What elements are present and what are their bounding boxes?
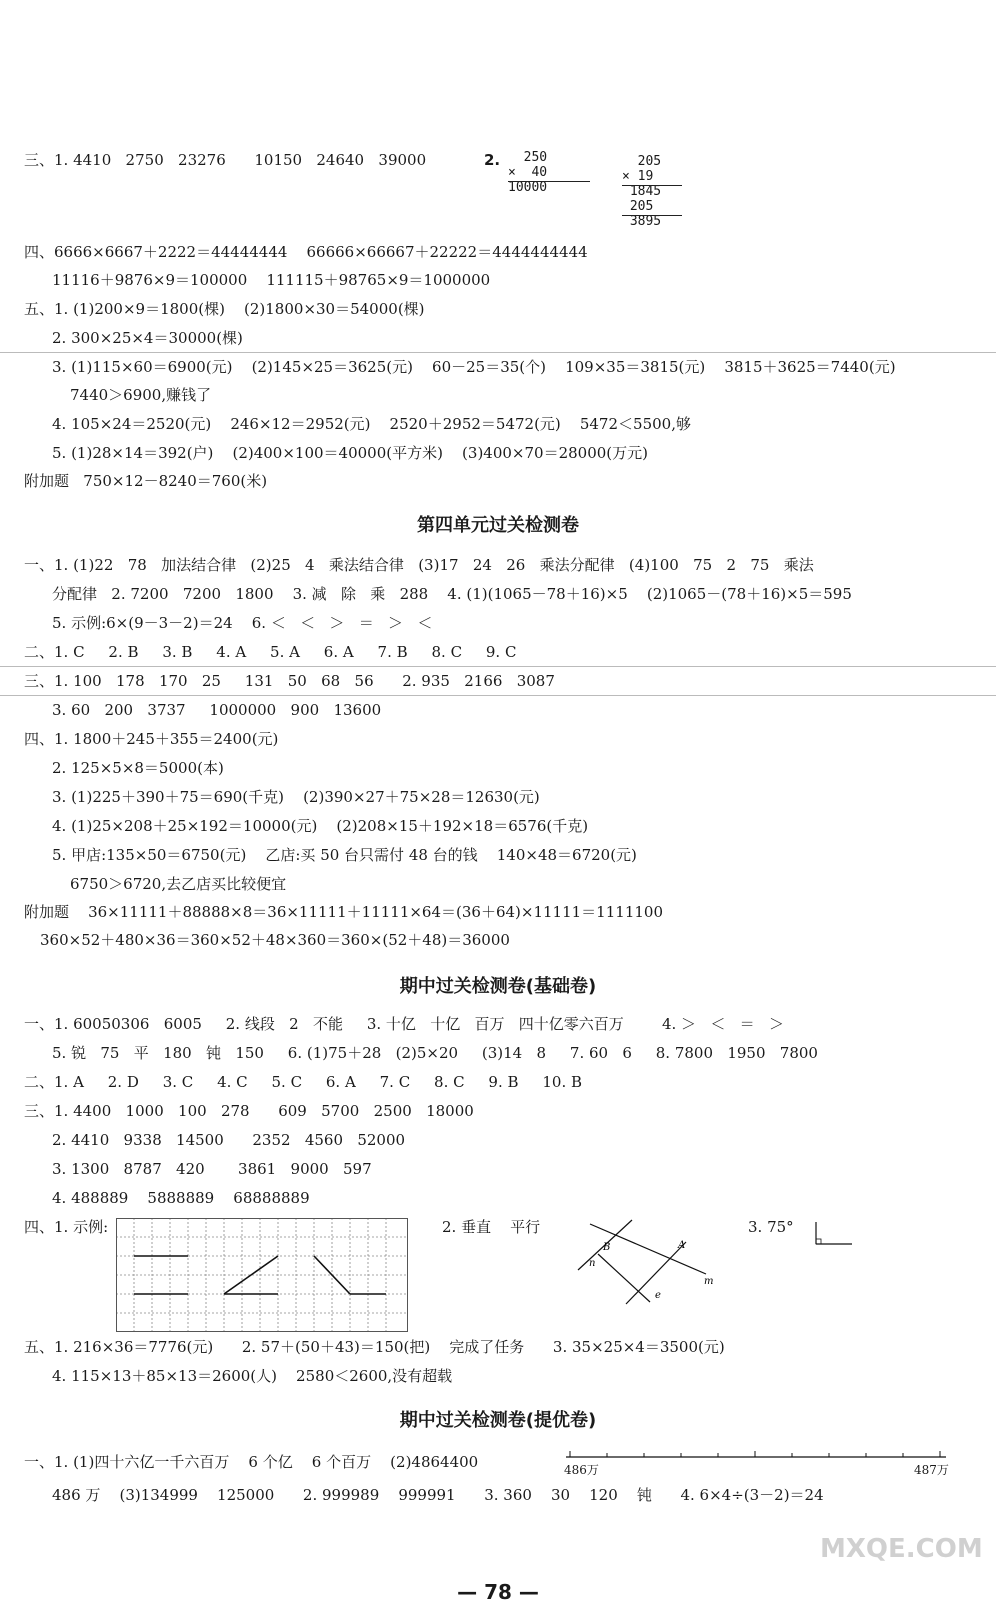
answer-line: 二、1. C 2. B 3. B 4. A 5. A 6. A 7. B 8. C 9. C (24, 643, 517, 661)
answer-line: 4. 488889 5888889 68888889 (52, 1189, 310, 1207)
label-m: m (704, 1276, 714, 1287)
answer-line: 2. 4410 9338 14500 2352 4560 52000 (52, 1131, 406, 1149)
scan-line (0, 352, 996, 353)
label-e: e (655, 1290, 661, 1301)
answer-line: 四、1. 1800＋245＋355＝2400(元) (24, 730, 279, 748)
answer-line: 五、1. (1)200×9＝1800(棵) (2)1800×30＝54000(棵) (24, 300, 425, 318)
answer-line: 三、1. 100 178 170 25 131 50 68 56 2. 935 2166 3087 (24, 672, 555, 690)
answer-line: 一、1. (1)四十六亿一千六百万 6 个亿 6 个百万 (2)4864400 (24, 1453, 479, 1471)
answer-line: 3. 75° (748, 1218, 794, 1236)
angle-figure (812, 1220, 854, 1248)
answer-line: 一、1. (1)22 78 加法结合律 (2)25 4 乘法结合律 (3)17 24 26 乘法分配律 (4)100 75 2 75 乘法 (24, 556, 814, 574)
watermark: MXQE.COM (820, 1534, 983, 1564)
answer-line: 4. 105×24＝2520(元) 246×12＝2952(元) 2520＋2952＝5472(元) 5472＜5500,够 (52, 415, 691, 433)
answer-line: 11116＋9876×9＝100000 111115＋98765×9＝1000000 (52, 271, 491, 289)
answer-line: 三、1. 4400 1000 100 278 609 5700 2500 18000 (24, 1102, 474, 1120)
label-a: A (678, 1240, 686, 1251)
section-title: 期中过关检测卷(提优卷) (399, 1410, 597, 1431)
answer-line: 五、1. 216×36＝7776(元) 2. 57＋(50＋43)＝150(把) 完成了任务 3. 35×25×4＝3500(元) (24, 1338, 725, 1356)
answer-line: 4. (1)25×208＋25×192＝10000(元) (2)208×15＋192×18＝6576(千克) (52, 817, 589, 835)
answer-line: 分配律 2. 7200 7200 1800 3. 减 除 乘 288 4. (1)(1065－78＋16)×5 (2)1065－(78＋16)×5＝595 (52, 585, 852, 603)
vertical-multiplication-1: 250 × 40 10000 (508, 150, 548, 195)
answer-line: 四、1. 示例: (24, 1218, 109, 1236)
grid-figure (116, 1218, 408, 1332)
answer-line: 3. 1300 8787 420 3861 9000 597 (52, 1160, 372, 1178)
number-line (560, 1445, 950, 1475)
scan-line (0, 695, 996, 696)
answer-line: 5. (1)28×14＝392(户) (2)400×100＝40000(平方米) (3)400×70＝28000(万元) (52, 444, 649, 462)
answer-line: 5. 甲店:135×50＝6750(元) 乙店:买 50 台只需付 48 台的钱 140×48＝6720(元) (52, 846, 637, 864)
answer-line: 四、6666×6667＋2222＝44444444 66666×66667＋22222＝4444444444 (24, 243, 588, 261)
label-n: n (589, 1258, 596, 1269)
answer-line: 3. (1)225＋390＋75＝690(千克) (2)390×27＋75×28＝12630(元) (52, 788, 540, 806)
label-b: B (603, 1242, 611, 1253)
answer-line: 附加题 750×12－8240＝760(米) (24, 472, 268, 490)
number-line-right-label: 487万 (914, 1463, 949, 1477)
answer-line: 7440＞6900,赚钱了 (70, 386, 212, 404)
answer-line: 486 万 (3)134999 125000 2. 999989 999991 3. 360 30 120 钝 4. 6×4÷(3－2)＝24 (52, 1486, 824, 1504)
vertical-multiplication-2: 205 × 19 1845 205 3895 (622, 154, 662, 229)
section-title: 第四单元过关检测卷 (417, 515, 579, 536)
answer-line: 附加题 36×11111＋88888×8＝36×11111＋11111×64＝(36＋64)×11111＝1111100 (24, 903, 663, 921)
answer-line: 一、1. 60050306 6005 2. 线段 2 不能 3. 十亿 十亿 百万 四十亿零六百万 4. ＞ ＜ ＝ ＞ (24, 1015, 784, 1033)
answer-line: 5. 锐 75 平 180 钝 150 6. (1)75＋28 (2)5×20 (3)14 8 7. 60 6 8. 7800 1950 7800 (52, 1044, 818, 1062)
page-number: — 78 — (457, 1580, 539, 1604)
answer-line: 3. 60 200 3737 1000000 900 13600 (52, 701, 382, 719)
calc-rule (622, 185, 682, 186)
answer-line: 二、1. A 2. D 3. C 4. C 5. C 6. A 7. C 8. C 9. B 10. B (24, 1073, 583, 1091)
answer-line: 360×52＋480×36＝360×52＋48×360＝360×(52＋48)＝36000 (40, 931, 510, 949)
calc-rule (622, 215, 682, 216)
answer-line: 6750＞6720,去乙店买比较便宜 (70, 875, 287, 893)
answer-line: 4. 115×13＋85×13＝2600(人) 2580＜2600,没有超载 (52, 1367, 453, 1385)
answer-line: 2. 300×25×4＝30000(棵) (52, 329, 243, 347)
calc-rule (508, 181, 590, 182)
answer-line: 三、1. 4410 2750 23276 10150 24640 39000 (24, 151, 427, 169)
parallel-figure (570, 1214, 720, 1310)
answer-num: 2. (484, 151, 501, 169)
answer-line: 2. 垂直 平行 (442, 1218, 541, 1236)
answer-line: 3. (1)115×60＝6900(元) (2)145×25＝3625(元) 60－25＝35(个) 109×35＝3815(元) 3815＋3625＝7440(元) (52, 358, 896, 376)
number-line-left-label: 486万 (564, 1463, 599, 1477)
section-title: 期中过关检测卷(基础卷) (399, 976, 597, 997)
answer-line: 2. 125×5×8＝5000(本) (52, 759, 224, 777)
scan-line (0, 666, 996, 667)
answer-line: 5. 示例:6×(9－3－2)＝24 6. ＜ ＜ ＞ ＝ ＞ ＜ (52, 614, 433, 632)
